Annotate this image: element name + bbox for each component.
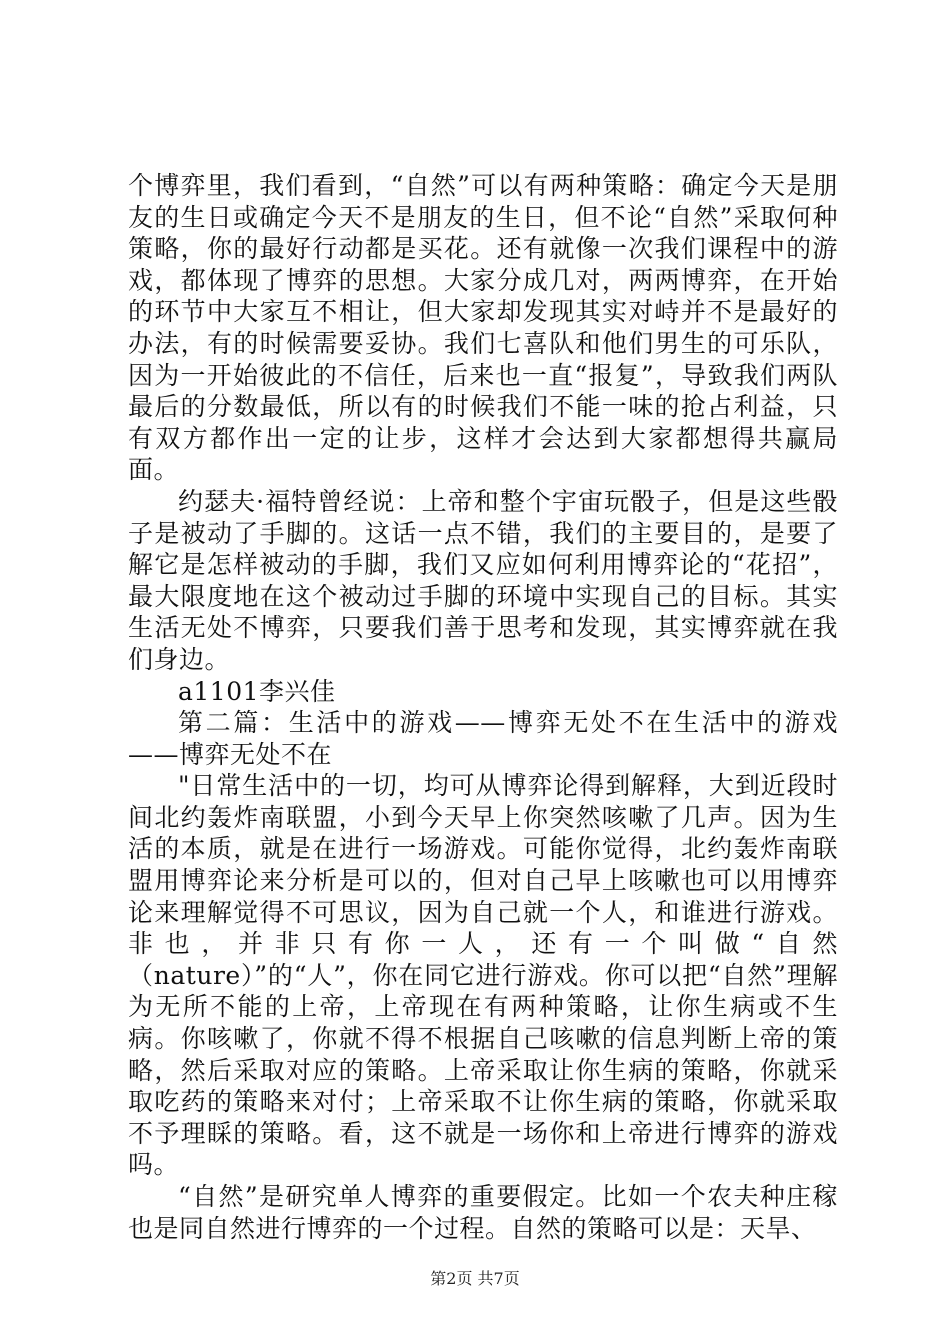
section-heading: 第二篇：生活中的游戏——博弈无处不在生活中的游戏——博弈无处不在 (128, 708, 838, 769)
paragraph-3: "日常生活中的一切，均可从博弈论得到解释，大到近段时间北约轰炸南联盟，小到今天早上你突然咳嗽了几声。因为生活的本质，就是在进行一场游戏。可能你觉得，北约轰炸南联盟用博弈论来分析是可以的，但对自己早上咳嗽也可以用博弈论来理解觉得不可思议，因为自己就一个人，和谁进行游戏。非也，并非只有你一人，还有一个叫做“自然（nature）”的“人”，你在同它进行游戏。你可以把“自然”理解为无所不能的上帝，上帝现在有两种策略，让你生病或不生病。你咳嗽了，你就不得不根据自己咳嗽的信息判断上帝的策略，然后采取对应的策略。上帝采取让你生病的策略，你就采取吃药的策略来对付；上帝采取不让你生病的策略，你就采取不予理睬的策略。看，这不就是一场你和上帝进行博弈的游戏吗。 (128, 771, 838, 1180)
document-body (128, 170, 838, 1244)
paragraph-2: 约瑟夫·福特曾经说：上帝和整个宇宙玩骰子，但是这些骰子是被动了手脚的。这话一点不错，我们的主要目的，是要了解它是怎样被动的手脚，我们又应如何利用博弈论的“花招”，最大限度地在这个被动过手脚的环境中实现自己的目标。其实生活无处不博弈，只要我们善于思考和发现，其实博弈就在我们身边。 (128, 486, 838, 674)
page-footer: 第2页 共7页 (430, 1269, 520, 1288)
author-line: a1101李兴佳 (178, 676, 336, 706)
paragraph-4: “自然”是研究单人博弈的重要假定。比如一个农夫种庄稼也是同自然进行博弈的一个过程。自然的策略可以是：天旱、 (128, 1182, 838, 1243)
paragraph-1: 个博弈里，我们看到，“自然”可以有两种策略：确定今天是朋友的生日或确定今天不是朋友的生日，但不论“自然”采取何种策略，你的最好行动都是买花。还有就像一次我们课程中的游戏，都体现了博弈的思想。大家分成几对，两两博弈，在开始的环节中大家互不相让，但大家却发现其实对峙并不是最好的办法，有的时候需要妥协。我们七喜队和他们男生的可乐队，因为一开始彼此的不信任，后来也一直“报复”，导致我们两队最后的分数最低，所以有的时候我们不能一味的抢占利益，只有双方都作出一定的让步，这样才会达到大家都想得共赢局面。 (128, 171, 838, 485)
